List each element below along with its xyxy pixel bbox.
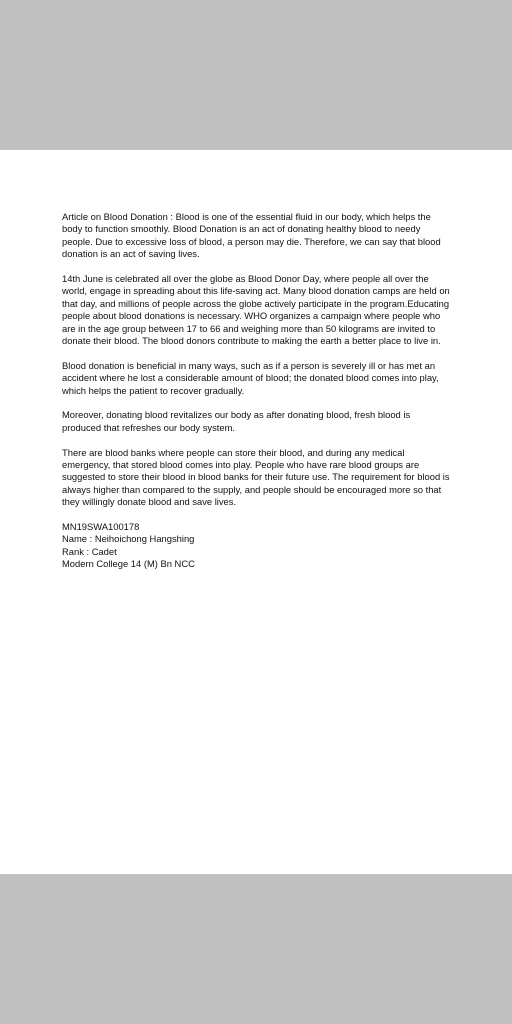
signature-rank: Rank : Cadet <box>62 545 117 557</box>
signature-id: MN19SWA100178 <box>62 521 140 533</box>
bottom-gray-band <box>0 874 512 1024</box>
signature-name: Name : Neihoichong Hangshing <box>62 533 195 545</box>
signature-block <box>62 521 450 571</box>
document-page <box>0 150 512 874</box>
top-gray-band <box>0 0 512 150</box>
paragraph-revitalizes: Moreover, donating blood revitalizes our body as after donating blood, fresh blood is produced that refreshes our body system. <box>62 409 411 433</box>
paragraph-blood-donor-day: 14th June is celebrated all over the globe as Blood Donor Day, where people all over the world, engage in spreading about this life-saving act. Many blood donation camps are held on that day, and millions of people across the globe actively participate in the program.Educating people about blood donations is necessary. WHO organizes a campaign where people who are in the age group between 17 to 66 and weighing more than 50 kilograms are invited to donate their blood. The blood donors contribute to making the earth a better place to live in. <box>62 273 450 347</box>
signature-unit: Modern College 14 (M) Bn NCC <box>62 558 195 570</box>
paragraph-blood-banks: There are blood banks where people can store their blood, and during any medical emergency, that stored blood comes into play. People who have rare blood groups are suggested to store their blood in blood banks for their future use. The requirement for blood is always higher than compared to the supply, and people should be encouraged more so that they willingly donate blood and save lives. <box>62 446 450 508</box>
paragraph-benefits: Blood donation is beneficial in many ways, such as if a person is severely ill or has met an accident where he lost a considerable amount of blood; the donated blood comes into play, which helps the patient to recover gradually. <box>62 359 439 396</box>
paragraph-intro: Article on Blood Donation : Blood is one of the essential fluid in our body, which helps the body to function smoothly. Blood Donation is an act of donating healthy blood to needy people. Due to excessive loss of blood, a person may die. Therefore, we can say that blood donation is an act of saving lives. <box>62 211 441 260</box>
document-content <box>62 211 450 571</box>
